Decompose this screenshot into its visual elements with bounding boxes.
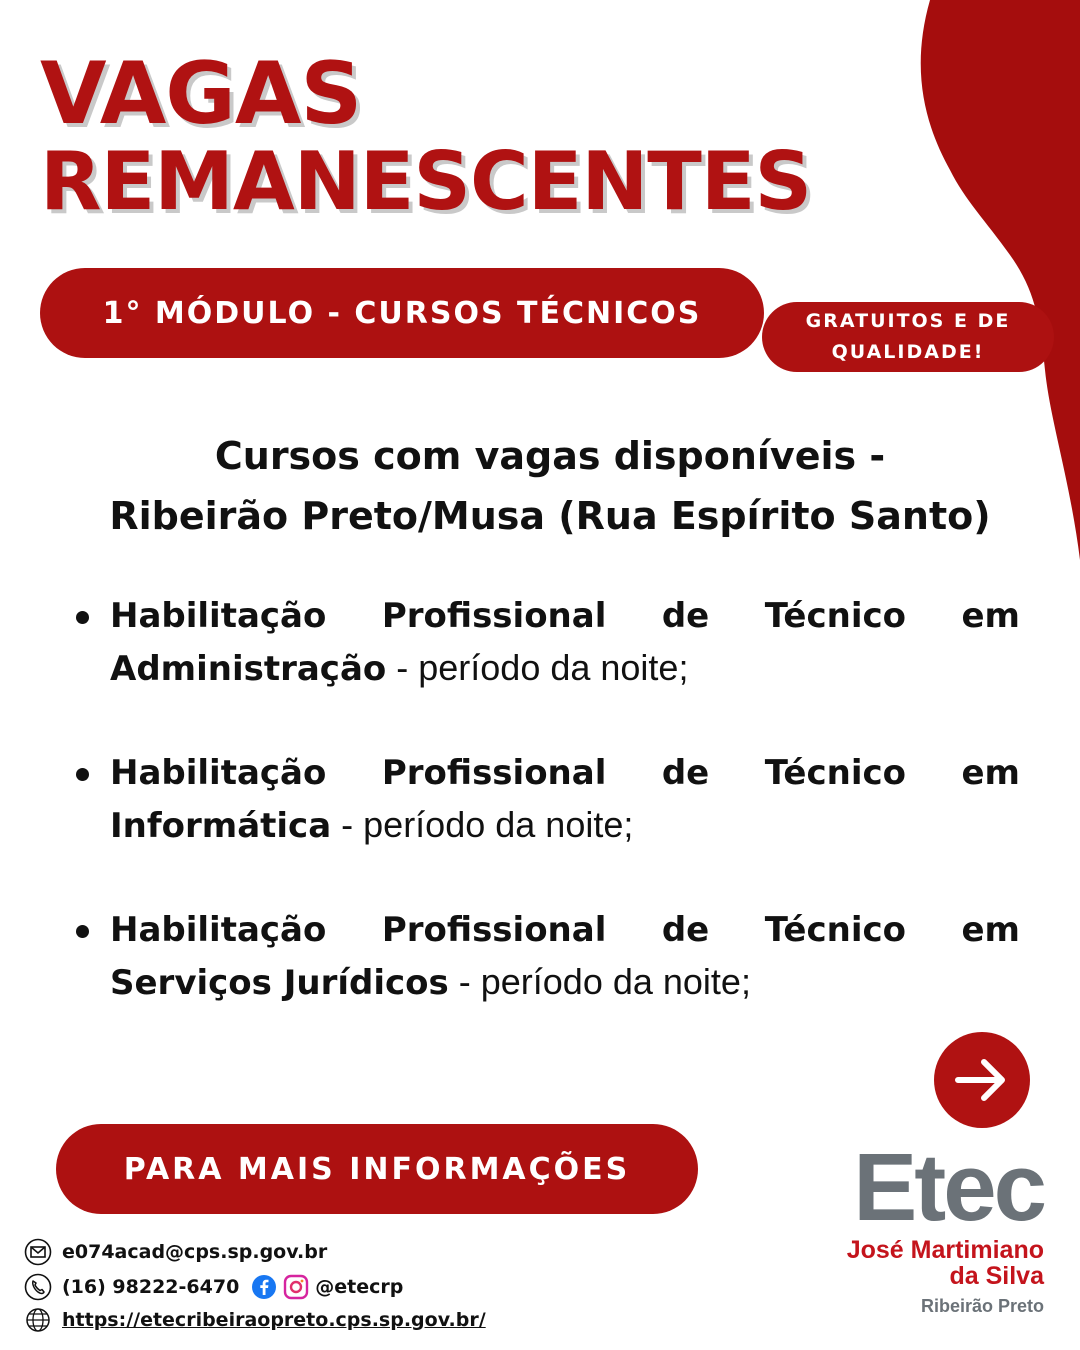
course-area: Informática [110, 806, 332, 846]
course-period: - período da noite; [386, 647, 689, 688]
list-item [70, 590, 1020, 695]
facebook-icon[interactable] [251, 1274, 277, 1300]
course-title-line [110, 904, 1020, 956]
subtitle [30, 426, 1070, 546]
list-item [70, 747, 1020, 852]
subtitle-line-2: Ribeirão Preto/Musa (Rua Espírito Santo) [109, 494, 991, 538]
social-icons [251, 1274, 315, 1300]
more-info-button[interactable]: PARA MAIS INFORMAÇÕES [56, 1124, 698, 1214]
contact-email [24, 1238, 327, 1266]
bullet-icon [76, 768, 89, 781]
course-word: Técnico [764, 753, 906, 793]
course-word: em [961, 753, 1020, 793]
free-quality-pill: GRATUITOS E DE QUALIDADE! [762, 302, 1054, 372]
bullet-icon [76, 611, 89, 624]
course-word: Técnico [764, 596, 906, 636]
contact-website [24, 1306, 486, 1334]
course-word: em [961, 910, 1020, 950]
course-detail-line [110, 642, 1020, 695]
subtitle-line-1: Cursos com vagas disponíveis - [214, 434, 886, 478]
logo-city: Ribeirão Preto [920, 1296, 1044, 1316]
headline [40, 44, 812, 228]
course-word: de [661, 910, 710, 950]
course-word: de [661, 753, 710, 793]
phone-number[interactable]: (16) 98222-6470 [62, 1276, 240, 1298]
website-link[interactable]: https://etecribeiraopreto.cps.sp.gov.br/ [62, 1309, 486, 1331]
course-word: Técnico [764, 910, 906, 950]
etec-logo [828, 1134, 1044, 1317]
logo-name-line-1: José Martimiano [846, 1236, 1044, 1264]
course-word: em [961, 596, 1020, 636]
course-word: Profissional [381, 753, 607, 793]
course-detail-line [110, 799, 1020, 852]
course-title-line [110, 590, 1020, 642]
headline-line-2: REMANESCENTES [40, 135, 812, 228]
instagram-icon[interactable] [283, 1274, 309, 1300]
envelope-icon [24, 1238, 52, 1266]
globe-icon [24, 1306, 52, 1334]
course-word: de [661, 596, 710, 636]
contact-phone [24, 1273, 403, 1301]
course-period: - período da noite; [331, 804, 634, 845]
course-area: Serviços Jurídicos [110, 963, 449, 1003]
course-detail-line [110, 956, 1020, 1009]
logo-name-line-2: da Silva [949, 1262, 1044, 1290]
social-handle[interactable]: @etecrp [315, 1276, 404, 1298]
course-word: Habilitação [110, 596, 327, 636]
course-word: Habilitação [110, 753, 327, 793]
course-word: Profissional [381, 910, 607, 950]
bullet-icon [76, 925, 89, 938]
list-item [70, 904, 1020, 1009]
phone-icon [24, 1273, 52, 1301]
course-word: Profissional [381, 596, 607, 636]
course-period: - período da noite; [448, 961, 751, 1002]
course-title-line [110, 747, 1020, 799]
course-word: Habilitação [110, 910, 327, 950]
logo-brand: Etec [853, 1134, 1044, 1241]
course-area: Administração [110, 649, 387, 689]
arrow-right-button[interactable] [934, 1032, 1030, 1128]
arrow-right-icon [952, 1050, 1012, 1110]
module-pill: 1° MÓDULO - CURSOS TÉCNICOS [40, 268, 764, 358]
email-link[interactable]: e074acad@cps.sp.gov.br [62, 1241, 328, 1263]
headline-line-1: VAGAS [40, 44, 362, 144]
course-list [70, 590, 1020, 1061]
